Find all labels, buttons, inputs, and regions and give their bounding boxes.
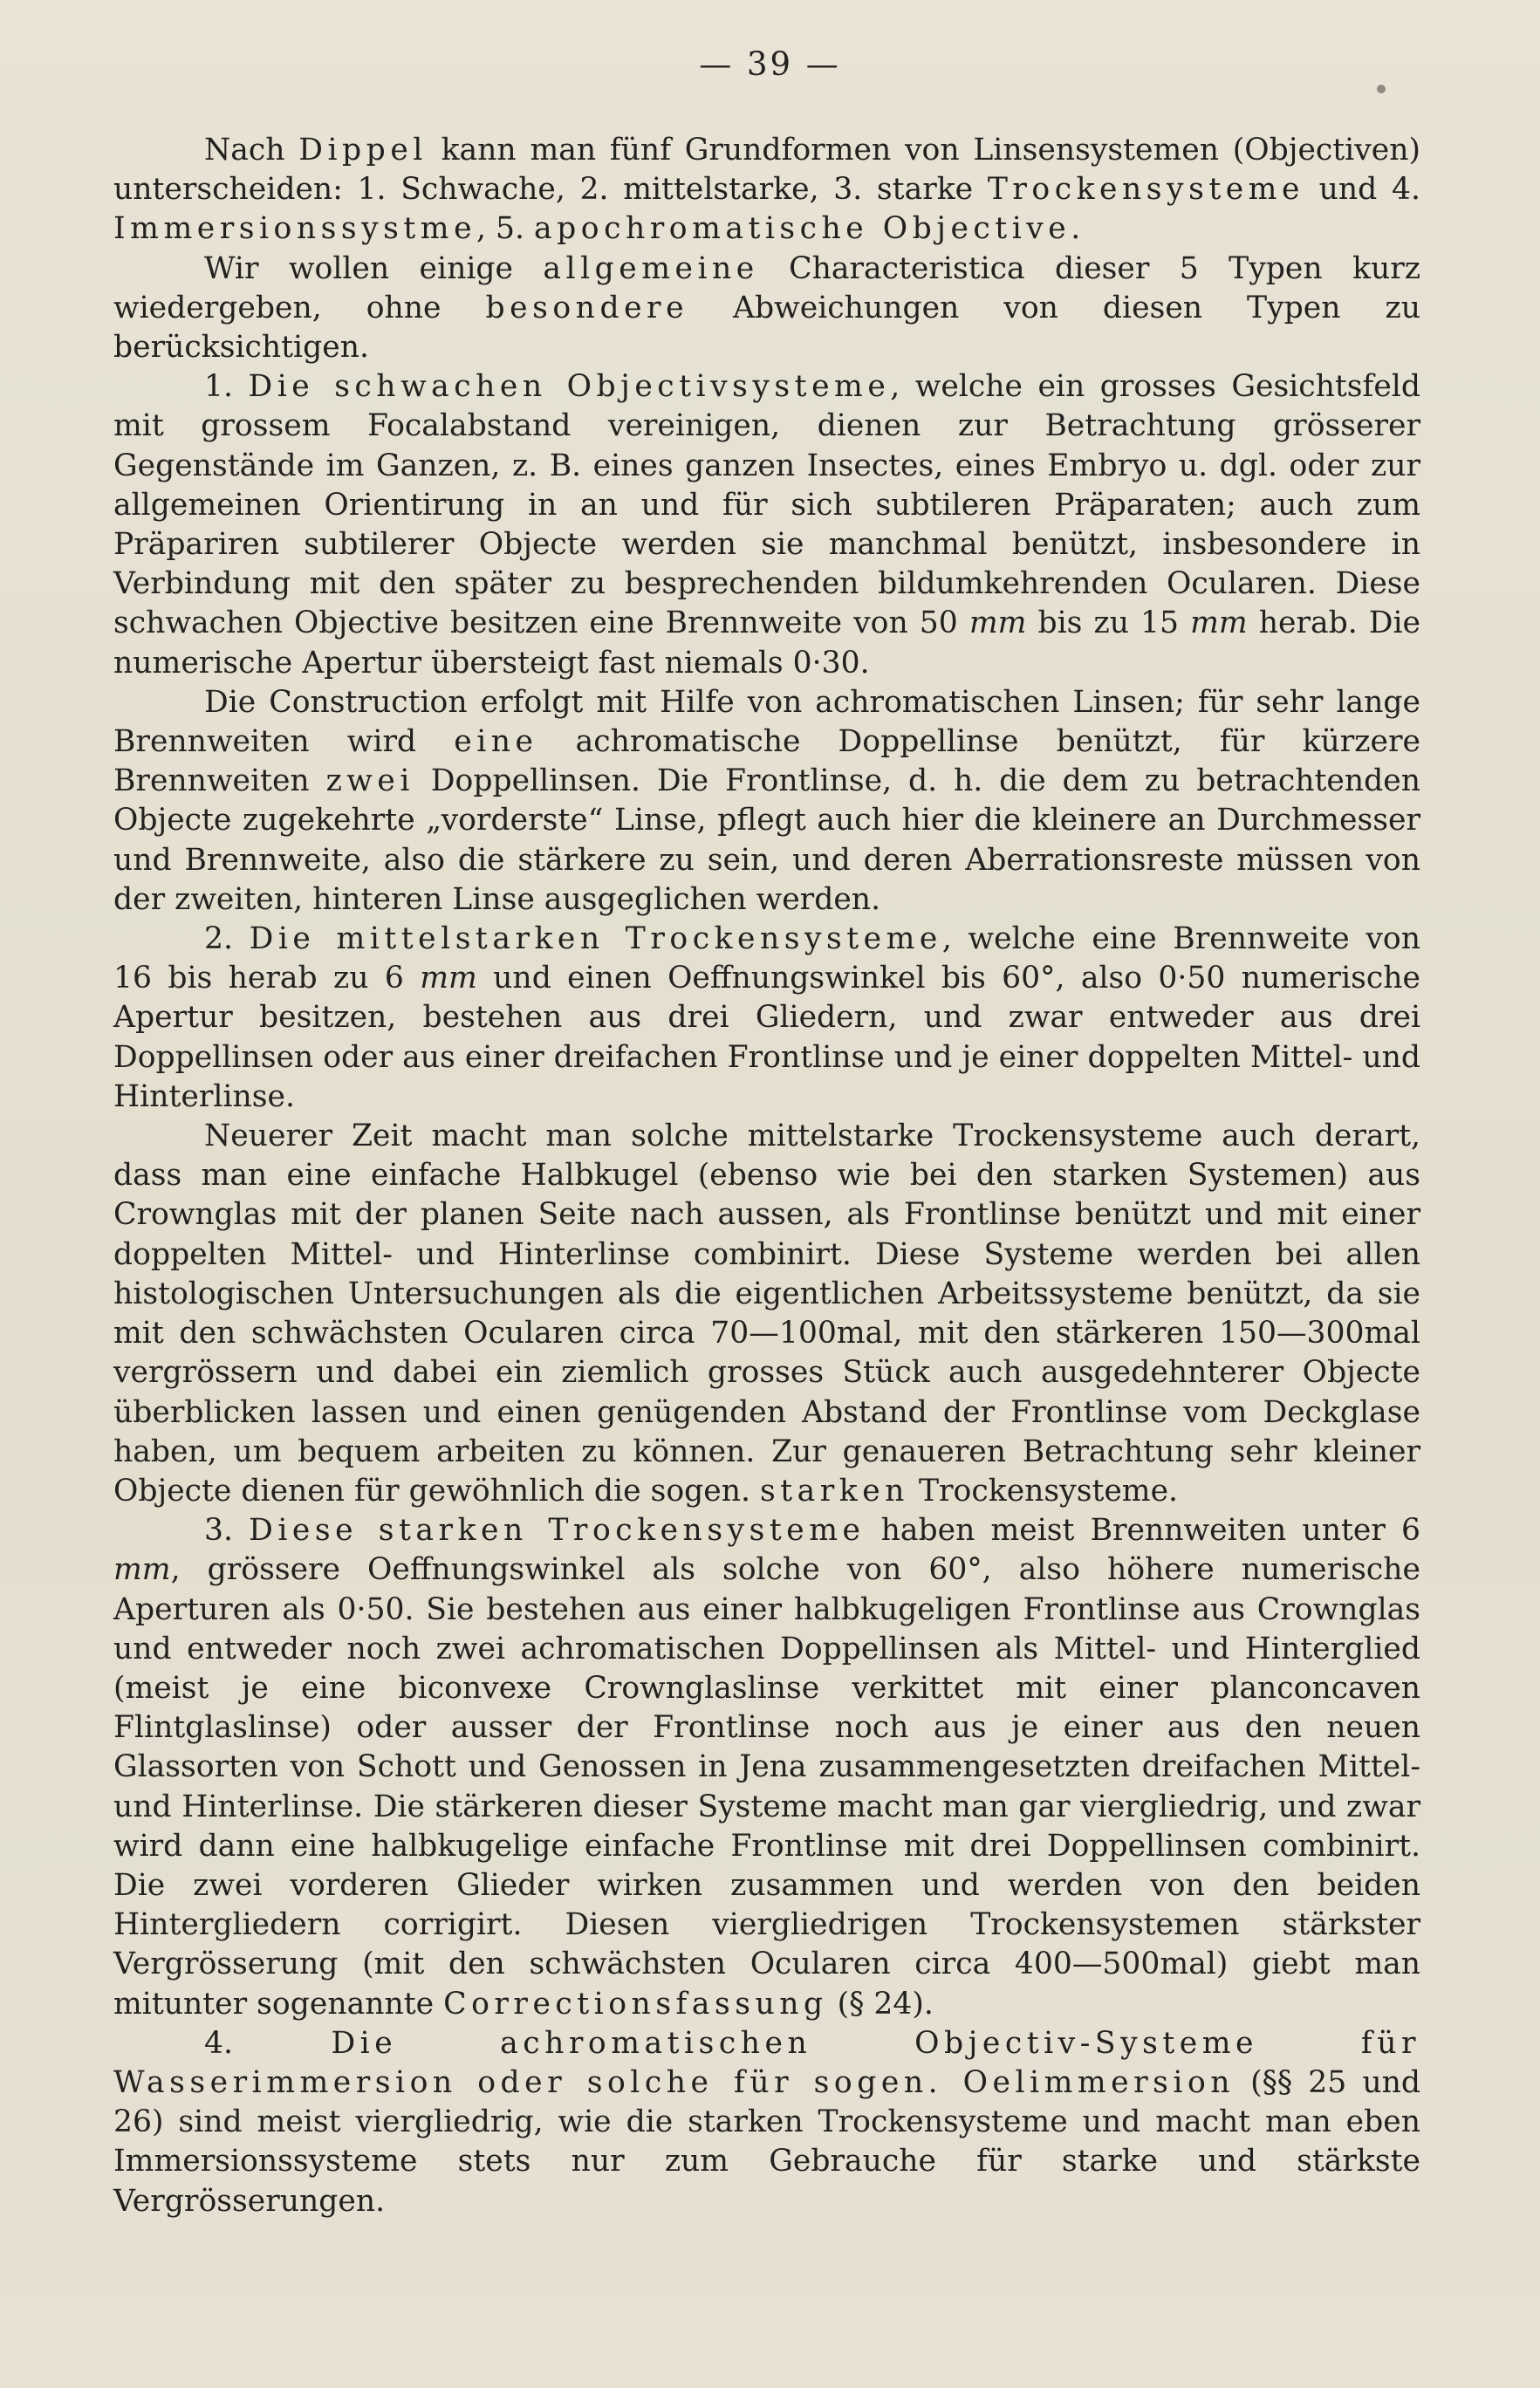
unit-italic: mm	[1190, 606, 1248, 641]
ink-speck	[1377, 85, 1386, 93]
paragraph-medium-systems	[113, 920, 1420, 1117]
emphasis-spaced: Die schwachen Objectivsysteme	[248, 369, 891, 405]
emphasis-spaced: allgemeine	[543, 250, 759, 286]
text-run: .	[1071, 211, 1081, 247]
paragraph-construction	[113, 683, 1420, 920]
emphasis-spaced: Correctionsfassung	[443, 1986, 828, 2022]
unit-italic: mm	[420, 961, 477, 996]
text-run: Characteristica dieser 5 Typen kurz wiedergeben, ohne	[113, 250, 1420, 325]
emphasis-spaced: apochromatische Objective	[534, 211, 1071, 247]
emphasis-spaced: zwei	[325, 763, 414, 799]
unit-italic: mm	[968, 606, 1027, 641]
text-run: Die Construction erfolgt mit Hilfe von achromatischen Linsen; für sehr lange Brennweiten wird	[113, 684, 1420, 760]
emphasis-spaced: Dippel	[298, 133, 428, 168]
text-run: Doppellinsen. Die Frontlinse, d. h. die dem zu betrachtenden Objecte zugekehrte „vorderste“ Linse, pflegt auch hier die kleinere an Durchmesser und Brennweite, also die stärkere zu sein, und deren Aberrationsreste müssen von der zweiten, hinteren Linse ausgeglichen werden.	[113, 763, 1421, 917]
body-text	[113, 131, 1420, 2221]
emphasis-spaced: Die achromatischen Objectiv-Systeme für Wasserimmersion oder solche für sogen. Oelimmersion	[113, 2025, 1421, 2100]
emphasis-spaced: Diese starken Trockensysteme	[249, 1513, 866, 1549]
text-run: 3.	[204, 1513, 250, 1549]
text-run: Neuerer Zeit macht man solche mittelstarke Trockensysteme auch derart, dass man eine einfache Halbkugel (ebenso wie bei den starken Systemen) aus Crownglas mit der planen Seite nach aussen, als Frontlinse benützt und mit einer doppelten Mittel- und Hinterlinse combinirt. Diese Systeme werden bei allen histologischen Untersuchungen als die eigentlichen Arbeitssysteme benützt, da sie mit den schwächsten Ocularen circa 70—100mal, mit den stärkeren 150—300mal vergrössern und dabei ein ziemlich grosses Stück auch ausgedehnterer Objecte überblicken lassen und einen genügenden Abstand der Frontlinse vom Deckglase haben, um bequem arbeiten zu können. Zur genaueren Betrachtung sehr kleiner Objecte dienen für gewöhnlich die sogen.	[113, 1119, 1420, 1509]
text-run: 2.	[204, 921, 250, 957]
paragraph-immersion	[113, 2024, 1420, 2221]
text-run: , 5.	[476, 211, 535, 247]
text-run: , welche ein grosses Gesichtsfeld mit grossem Focalabstand vereinigen, dienen zur Betrachtung grösserer Gegenstände im Ganzen, z. B. eines ganzen Insectes, eines Embryo u. dgl. oder zur allgemeinen Orientirung in an und für sich subtileren Präparaten; auch zum Präpariren subtilerer Objecte werden sie manchmal benützt, insbesondere in Verbindung mit den später zu besprechenden bildumkehrenden Ocularen. Diese schwachen Objective besitzen eine Brennweite von 50	[113, 369, 1420, 641]
emphasis-spaced: Trockensysteme	[987, 172, 1304, 208]
paragraph-general	[113, 250, 1420, 368]
paragraph-strong-systems	[113, 1511, 1420, 2024]
emphasis-spaced: besondere	[485, 290, 689, 325]
paragraph-recent	[113, 1117, 1420, 1511]
text-run: und einen Oeffnungswinkel bis 60°, also 0·50 numerische Apertur besitzen, bestehen aus drei Gliedern, und zwar entweder aus drei Doppellinsen oder aus einer dreifachen Frontlinse und je einer doppelten Mittel- und Hinterlinse.	[113, 961, 1420, 1114]
text-run: 4.	[204, 2025, 332, 2061]
emphasis-spaced: starken	[759, 1473, 909, 1509]
text-run: Trockensysteme.	[908, 1473, 1179, 1509]
text-run: Nach	[204, 133, 299, 168]
emphasis-spaced: eine	[454, 724, 538, 760]
text-run: Wir wollen einige	[204, 250, 544, 286]
text-run: (§ 24).	[827, 1986, 934, 2022]
text-run: , welche eine Brennweite von 16 bis herab zu 6	[113, 921, 1420, 996]
text-run: achromatische Doppellinse benützt, für kürzere Brennweiten	[113, 724, 1420, 799]
text-run: und 4.	[1304, 172, 1420, 208]
text-run: kann man fünf Grundformen von Linsensystemen (Objectiven) unterscheiden: 1. Schwache, 2. mittelstarke, 3. starke	[113, 133, 1421, 208]
text-run: herab. Die numerische Apertur übersteigt fast niemals 0·30.	[113, 606, 1421, 681]
text-run: 1.	[204, 369, 249, 405]
paragraph-weak-systems	[113, 367, 1420, 683]
emphasis-spaced: Immersionssystme	[113, 211, 477, 247]
text-run: bis zu 15	[1026, 606, 1191, 641]
paragraph-intro	[113, 131, 1420, 250]
text-run: haben meist Brennweiten unter 6	[865, 1513, 1420, 1549]
unit-italic: mm	[113, 1552, 171, 1588]
text-run: Abweichungen von diesen Typen zu berücksichtigen.	[113, 290, 1420, 366]
text-run: , grössere Oeffnungswinkel als solche von 60°, also höhere numerische Aperturen als 0·50. Sie bestehen aus einer halbkugeligen Frontlinse aus Crownglas und entweder noch zwei achromatischen Doppellinsen als Mittel- und Hinterglied (meist je eine biconvexe Crownglaslinse verkittet mit einer planconcaven Flintglaslinse) oder ausser der Frontlinse noch aus je einer aus den neuen Glassorten von Schott und Genossen in Jena zusammengesetzten dreifachen Mittel- und Hinterlinse. Die stärkeren dieser Systeme macht man gar viergliedrig, und zwar wird dann eine halbkugelige einfache Frontlinse mit drei Doppellinsen combinirt. Die zwei vorderen Glieder wirken zusammen und werden von den beiden Hintergliedern corrigirt. Diesen viergliedrigen Trockensystemen stärkster Vergrösserung (mit den schwächsten Ocularen circa 400—500mal) giebt man mitunter sogenannte	[113, 1552, 1420, 2022]
text-run: (§§ 25 und 26) sind meist viergliedrig, wie die starken Trockensysteme und macht man eben Immersionssysteme stets nur zum Gebrauche für starke und stärkste Vergrösserungen.	[113, 2064, 1421, 2219]
emphasis-spaced: Die mittelstarken Trockensysteme	[249, 921, 942, 957]
page-number: — 39 —	[699, 45, 841, 83]
